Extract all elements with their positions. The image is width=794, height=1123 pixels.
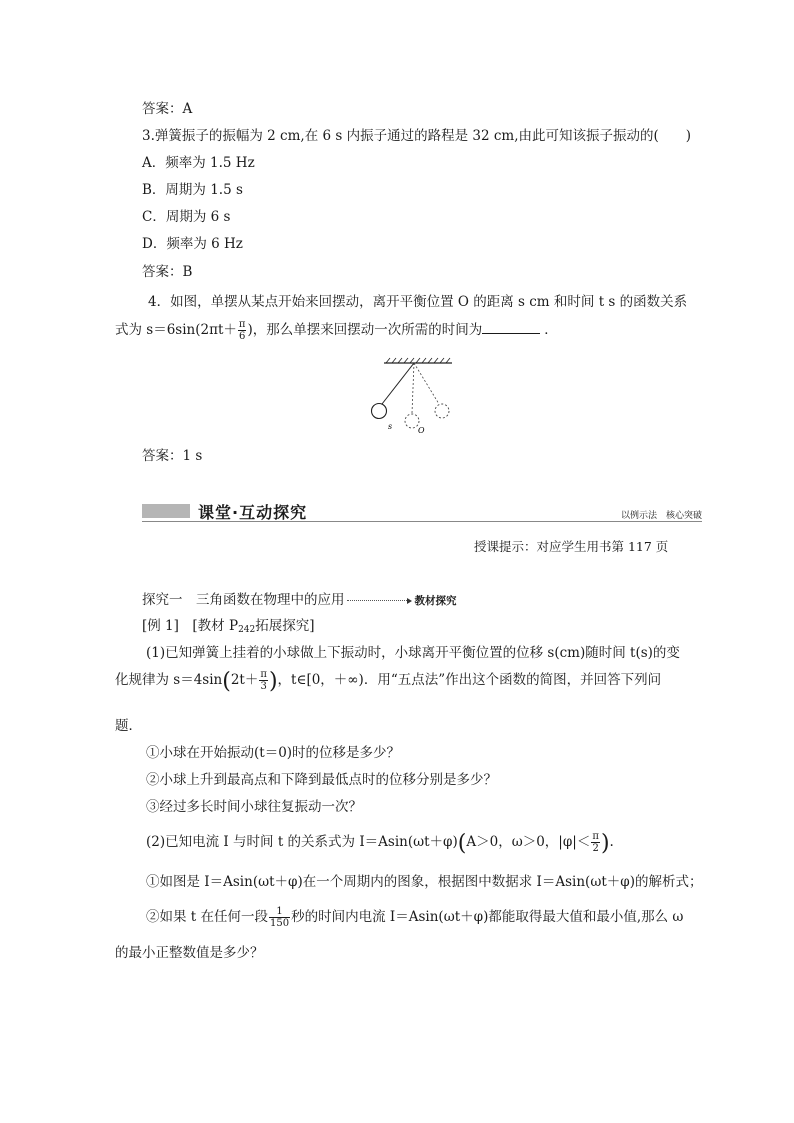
- example-page-sub: 242: [238, 625, 256, 635]
- part2-question-2: [146, 905, 683, 929]
- pendulum-label-s: s: [388, 422, 393, 431]
- paren-close-2: ): [600, 831, 610, 856]
- part1-formula-pre: 化规律为 s＝4sin: [115, 672, 223, 688]
- pendulum-string-solid: [382, 363, 414, 404]
- part2-line1: [146, 830, 614, 856]
- explore-tag: 教材探究: [414, 595, 457, 607]
- paren-close: ): [268, 669, 278, 694]
- part2-q2-pre: ②如果 t 在任何一段: [146, 909, 269, 925]
- section-title: 课堂·互动探究: [198, 503, 308, 522]
- pendulum-string-right: [414, 363, 439, 404]
- part1-fraction: [259, 669, 268, 692]
- part2-line1-end: .: [609, 834, 614, 850]
- q3-option-d: D．频率为 6 Hz: [142, 236, 243, 252]
- part1-question-3: ③经过多长时间小球往复振动一次？: [146, 799, 362, 815]
- part2-condition: A＞0，ω＞0，|φ|＜: [466, 834, 591, 850]
- section-header: [142, 500, 702, 522]
- part2-fraction: [591, 831, 600, 854]
- part1-question-2: ②小球上升到最高点和下降到最低点时的位移分别是多少？: [146, 772, 497, 788]
- explore-heading: [142, 588, 457, 608]
- part1-frac-num: π: [260, 669, 267, 680]
- q4-stem-end: ．: [544, 322, 558, 338]
- pendulum-bob-solid: [372, 404, 387, 419]
- part2-formula-pre: (2)已知电流 I 与时间 t 的关系式为 I＝Asin(ωt＋φ): [146, 834, 458, 850]
- example-post: 拓展探究]: [255, 618, 315, 634]
- q4-formula-fraction: [238, 319, 247, 342]
- part2-q2-post: 秒的时间内电流 I＝Asin(ωt＋φ)都能取得最大值和最小值,那么 ω: [291, 909, 684, 925]
- q3-option-b: B．周期为 1.5 s: [142, 182, 243, 198]
- teaching-hint: 授课提示：对应学生用书第 117 页: [474, 539, 669, 554]
- explore-title: 探究一 三角函数在物理中的应用: [142, 592, 345, 608]
- pendulum-label-o: O: [418, 426, 425, 435]
- q2-answer: 答案：A: [142, 101, 193, 117]
- q4-frac-num: π: [238, 319, 246, 330]
- paren-open: (: [222, 669, 231, 694]
- q3-stem: 3.弹簧振子的振幅为 2 cm,在 6 s 内振子通过的路程是 32 cm,由此可知该振子振动的( ): [142, 128, 692, 144]
- pendulum-bob-center: [405, 414, 419, 428]
- pendulum-figure: [366, 355, 462, 435]
- part1-line1: (1)已知弹簧上挂着的小球做上下振动时，小球离开平衡位置的位移 s(cm)随时间 t(s)的变: [146, 645, 680, 661]
- arrow-right-icon: [407, 598, 412, 604]
- part2-q2-fraction: [269, 906, 290, 929]
- pendulum-string-center: [412, 363, 414, 413]
- part1-line2: [115, 668, 661, 694]
- part2-q2-frac-den: 150: [270, 918, 290, 929]
- part1-formula-inner: 2t＋: [230, 672, 259, 688]
- part1-frac-den: 3: [260, 681, 267, 692]
- pendulum-bob-right: [435, 404, 449, 418]
- part2-question-2-line2: 的最小正整数值是多少？: [115, 945, 264, 961]
- part2-frac-num: π: [592, 831, 599, 842]
- q4-stem-line1: 4．如图，单摆从某点开始来回摆动，离开平衡位置 O 的距离 s cm 和时间 t s 的函数关系: [148, 294, 688, 310]
- q4-formula-post: )，那么单摆来回摆动一次所需的时间为: [247, 322, 483, 338]
- part1-question-1: ①小球在开始振动(t＝0)时的位移是多少？: [146, 745, 401, 761]
- part2-frac-den: 2: [592, 843, 599, 854]
- section-tag: 以例示法 核心突破: [620, 511, 702, 521]
- q4-answer-blank: [482, 321, 540, 334]
- section-gray-block: [142, 504, 190, 518]
- paren-open-2: (: [457, 831, 467, 856]
- section-rule: [142, 521, 702, 522]
- q4-frac-den: 6: [239, 331, 246, 342]
- part2-q2-frac-num: 1: [269, 906, 290, 918]
- explore-dotted-line: [347, 600, 407, 601]
- q3-answer: 答案：B: [142, 264, 193, 280]
- q3-option-a: A．频率为 1.5 Hz: [142, 155, 255, 171]
- ceiling-hatch: [386, 358, 450, 363]
- part1-line3: 题．: [115, 718, 142, 734]
- q3-option-c: C．周期为 6 s: [142, 209, 231, 225]
- q4-formula-pre: 式为 s＝6sin(2πt＋: [115, 322, 237, 338]
- part1-formula-post: ，t∈[0，＋∞)．用“五点法”作出这个函数的简图，并回答下列问: [277, 672, 662, 688]
- example-pre: [例 1] [教材 P: [142, 618, 239, 634]
- part2-question-1: ①如图是 I＝Asin(ωt＋φ)在一个周期内的图象，根据图中数据求 I＝Asin(ωt＋φ)的解析式；: [146, 874, 703, 890]
- example-label: [142, 614, 315, 635]
- q4-stem-line2: [115, 318, 558, 342]
- q4-answer: 答案：1 s: [142, 448, 203, 464]
